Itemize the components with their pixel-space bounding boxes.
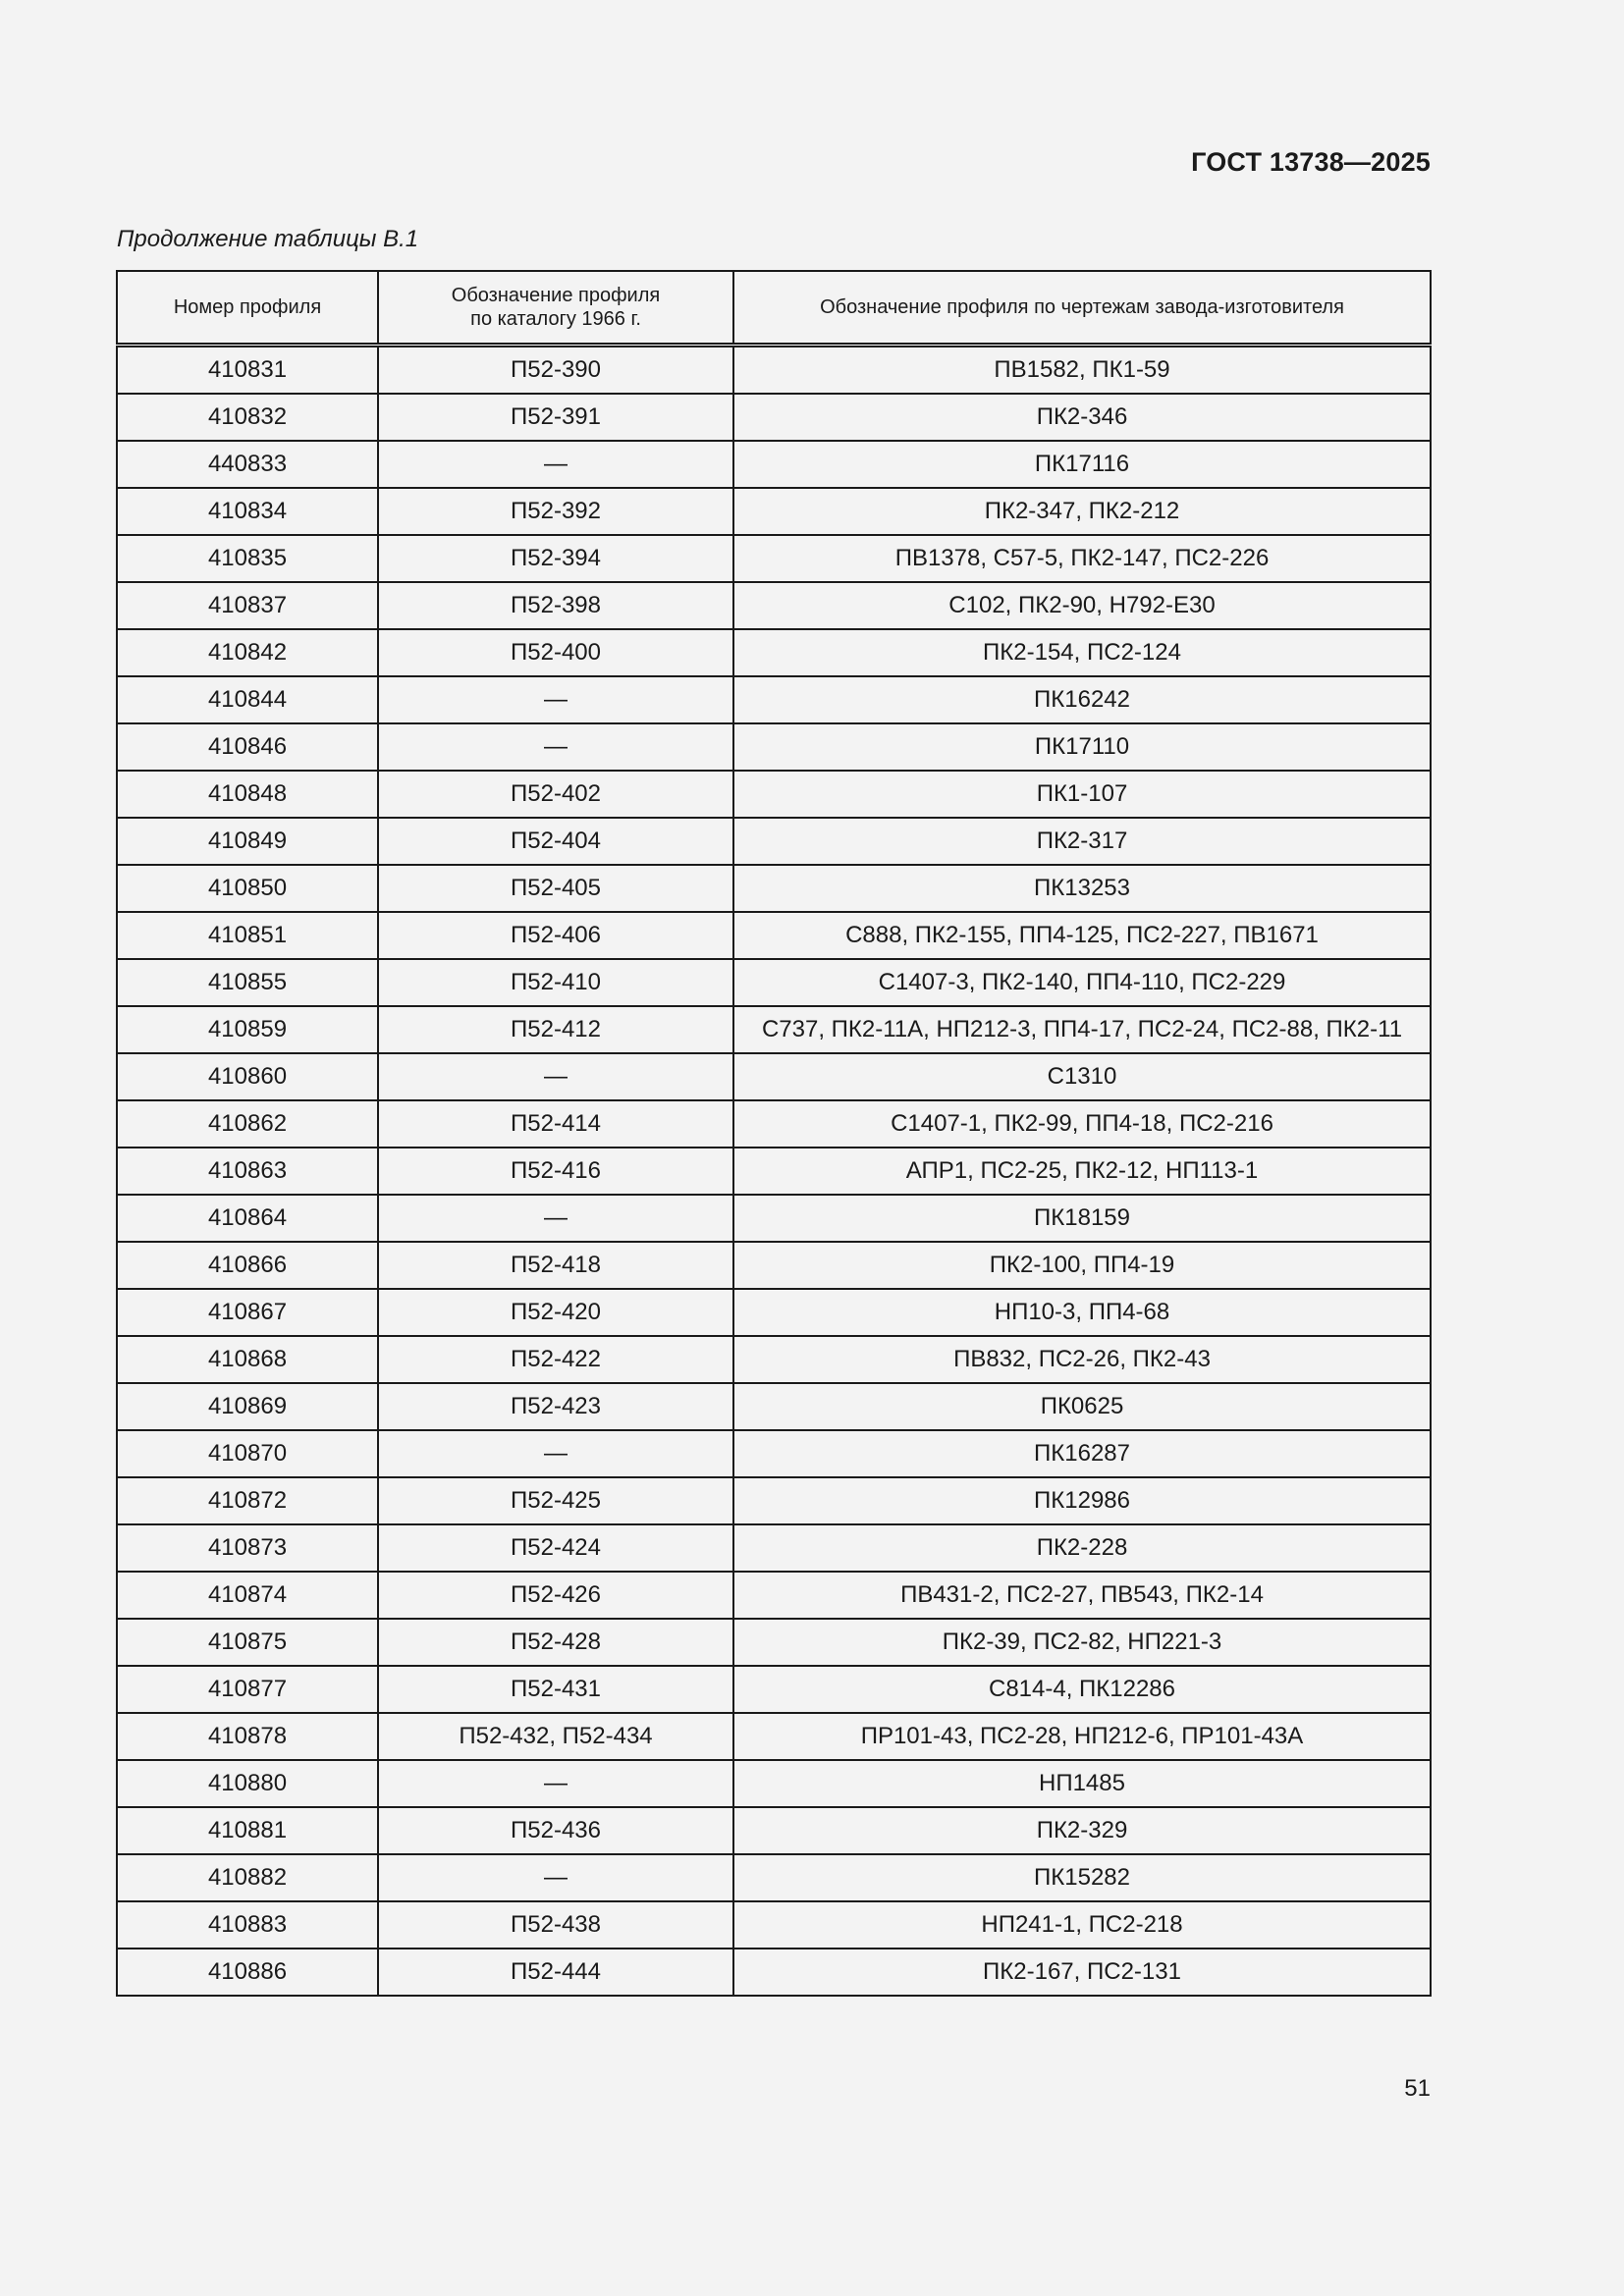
table-row	[117, 676, 1431, 723]
table-row	[117, 535, 1431, 582]
table-row	[117, 1901, 1431, 1949]
cell-catalog-1966: П52-438	[378, 1901, 733, 1949]
cell-profile-number: 410886	[117, 1949, 378, 1996]
cell-manufacturer-designation: НП241-1, ПС2-218	[733, 1901, 1431, 1949]
cell-catalog-1966: П52-422	[378, 1336, 733, 1383]
cell-profile-number: 410831	[117, 346, 378, 395]
cell-profile-number: 410875	[117, 1619, 378, 1666]
cell-profile-number: 410834	[117, 488, 378, 535]
cell-profile-number: 410832	[117, 394, 378, 441]
cell-catalog-1966: П52-444	[378, 1949, 733, 1996]
table-row	[117, 1148, 1431, 1195]
table-row	[117, 912, 1431, 959]
document-code: ГОСТ 13738—2025	[1191, 147, 1431, 177]
table-row	[117, 1383, 1431, 1430]
cell-catalog-1966: —	[378, 1854, 733, 1901]
cell-manufacturer-designation: С814-4, ПК12286	[733, 1666, 1431, 1713]
cell-profile-number: 410844	[117, 676, 378, 723]
cell-profile-number: 410877	[117, 1666, 378, 1713]
cell-profile-number: 440833	[117, 441, 378, 488]
cell-catalog-1966: П52-428	[378, 1619, 733, 1666]
cell-manufacturer-designation: АПР1, ПС2-25, ПК2-12, НП113-1	[733, 1148, 1431, 1195]
table-row	[117, 1666, 1431, 1713]
profile-table	[116, 270, 1432, 1997]
table-row	[117, 1572, 1431, 1619]
table-row	[117, 1053, 1431, 1100]
cell-profile-number: 410882	[117, 1854, 378, 1901]
cell-catalog-1966: П52-404	[378, 818, 733, 865]
cell-profile-number: 410874	[117, 1572, 378, 1619]
table-row	[117, 818, 1431, 865]
cell-manufacturer-designation: С888, ПК2-155, ПП4-125, ПС2-227, ПВ1671	[733, 912, 1431, 959]
table-row	[117, 1854, 1431, 1901]
cell-catalog-1966: П52-431	[378, 1666, 733, 1713]
cell-manufacturer-designation: С1407-1, ПК2-99, ПП4-18, ПС2-216	[733, 1100, 1431, 1148]
cell-catalog-1966: П52-405	[378, 865, 733, 912]
cell-manufacturer-designation: ПК12986	[733, 1477, 1431, 1524]
table-row	[117, 1195, 1431, 1242]
cell-catalog-1966: П52-410	[378, 959, 733, 1006]
table-row	[117, 441, 1431, 488]
cell-catalog-1966: П52-394	[378, 535, 733, 582]
cell-manufacturer-designation: С102, ПК2-90, Н792-Е30	[733, 582, 1431, 629]
cell-catalog-1966: П52-416	[378, 1148, 733, 1195]
cell-catalog-1966: П52-436	[378, 1807, 733, 1854]
table-row	[117, 959, 1431, 1006]
cell-manufacturer-designation: НП1485	[733, 1760, 1431, 1807]
cell-catalog-1966: —	[378, 1760, 733, 1807]
cell-manufacturer-designation: ПК2-329	[733, 1807, 1431, 1854]
cell-profile-number: 410849	[117, 818, 378, 865]
table-row	[117, 1430, 1431, 1477]
cell-profile-number: 410869	[117, 1383, 378, 1430]
table-row	[117, 1619, 1431, 1666]
cell-profile-number: 410855	[117, 959, 378, 1006]
column-header-profile-number: Номер профиля	[117, 271, 378, 346]
cell-catalog-1966: П52-424	[378, 1524, 733, 1572]
cell-manufacturer-designation: ПК15282	[733, 1854, 1431, 1901]
cell-catalog-1966: —	[378, 1195, 733, 1242]
cell-manufacturer-designation: ПР101-43, ПС2-28, НП212-6, ПР101-43А	[733, 1713, 1431, 1760]
cell-catalog-1966: П52-426	[378, 1572, 733, 1619]
table-row	[117, 1760, 1431, 1807]
cell-manufacturer-designation: ПВ1378, С57-5, ПК2-147, ПС2-226	[733, 535, 1431, 582]
table-row	[117, 1006, 1431, 1053]
cell-catalog-1966: П52-414	[378, 1100, 733, 1148]
cell-catalog-1966: П52-400	[378, 629, 733, 676]
cell-manufacturer-designation: ПК2-228	[733, 1524, 1431, 1572]
cell-manufacturer-designation: ПК17110	[733, 723, 1431, 771]
table-row	[117, 582, 1431, 629]
page-number: 51	[1404, 2075, 1431, 2102]
cell-manufacturer-designation: С1310	[733, 1053, 1431, 1100]
cell-profile-number: 410860	[117, 1053, 378, 1100]
cell-catalog-1966: П52-420	[378, 1289, 733, 1336]
table-row	[117, 1242, 1431, 1289]
cell-catalog-1966: П52-432, П52-434	[378, 1713, 733, 1760]
table-header-row	[117, 271, 1431, 346]
cell-manufacturer-designation: ПК1-107	[733, 771, 1431, 818]
cell-profile-number: 410842	[117, 629, 378, 676]
table-row	[117, 629, 1431, 676]
cell-profile-number: 410872	[117, 1477, 378, 1524]
cell-catalog-1966: П52-402	[378, 771, 733, 818]
cell-profile-number: 410873	[117, 1524, 378, 1572]
cell-manufacturer-designation: ПВ832, ПС2-26, ПК2-43	[733, 1336, 1431, 1383]
table-row	[117, 1100, 1431, 1148]
cell-manufacturer-designation: ПК2-39, ПС2-82, НП221-3	[733, 1619, 1431, 1666]
cell-profile-number: 410837	[117, 582, 378, 629]
cell-catalog-1966: П52-392	[378, 488, 733, 535]
column-header-catalog-1966: Обозначение профиля по каталогу 1966 г.	[378, 271, 733, 346]
cell-manufacturer-designation: ПК2-347, ПК2-212	[733, 488, 1431, 535]
cell-profile-number: 410883	[117, 1901, 378, 1949]
table-row	[117, 1949, 1431, 1996]
cell-profile-number: 410863	[117, 1148, 378, 1195]
cell-profile-number: 410880	[117, 1760, 378, 1807]
cell-manufacturer-designation: ПК2-154, ПС2-124	[733, 629, 1431, 676]
cell-catalog-1966: —	[378, 441, 733, 488]
table-continuation-caption: Продолжение таблицы В.1	[117, 226, 419, 252]
cell-manufacturer-designation: ПК2-167, ПС2-131	[733, 1949, 1431, 1996]
cell-manufacturer-designation: ПК0625	[733, 1383, 1431, 1430]
table-row	[117, 865, 1431, 912]
cell-manufacturer-designation: С737, ПК2-11А, НП212-3, ПП4-17, ПС2-24, ПС2-88, ПК2-11	[733, 1006, 1431, 1053]
cell-profile-number: 410878	[117, 1713, 378, 1760]
table-row	[117, 1336, 1431, 1383]
cell-catalog-1966: П52-423	[378, 1383, 733, 1430]
cell-catalog-1966: П52-406	[378, 912, 733, 959]
table-row	[117, 771, 1431, 818]
cell-manufacturer-designation: ПК2-317	[733, 818, 1431, 865]
cell-profile-number: 410864	[117, 1195, 378, 1242]
cell-catalog-1966: —	[378, 1053, 733, 1100]
cell-profile-number: 410835	[117, 535, 378, 582]
cell-catalog-1966: П52-390	[378, 346, 733, 395]
cell-profile-number: 410850	[117, 865, 378, 912]
cell-manufacturer-designation: ПК2-100, ПП4-19	[733, 1242, 1431, 1289]
cell-catalog-1966: П52-398	[378, 582, 733, 629]
table-row	[117, 1289, 1431, 1336]
cell-profile-number: 410866	[117, 1242, 378, 1289]
cell-manufacturer-designation: ПК16287	[733, 1430, 1431, 1477]
cell-manufacturer-designation: ПК13253	[733, 865, 1431, 912]
cell-profile-number: 410868	[117, 1336, 378, 1383]
cell-catalog-1966: П52-391	[378, 394, 733, 441]
cell-profile-number: 410848	[117, 771, 378, 818]
cell-profile-number: 410851	[117, 912, 378, 959]
cell-catalog-1966: —	[378, 676, 733, 723]
column-header-manufacturer-designation: Обозначение профиля по чертежам завода-изготовителя	[733, 271, 1431, 346]
cell-catalog-1966: —	[378, 1430, 733, 1477]
cell-profile-number: 410870	[117, 1430, 378, 1477]
cell-manufacturer-designation: ПВ1582, ПК1-59	[733, 346, 1431, 395]
table-row	[117, 723, 1431, 771]
table-row	[117, 346, 1431, 395]
table-row	[117, 1807, 1431, 1854]
cell-catalog-1966: П52-425	[378, 1477, 733, 1524]
table-row	[117, 488, 1431, 535]
cell-manufacturer-designation: С1407-3, ПК2-140, ПП4-110, ПС2-229	[733, 959, 1431, 1006]
cell-manufacturer-designation: ПК2-346	[733, 394, 1431, 441]
cell-profile-number: 410859	[117, 1006, 378, 1053]
cell-profile-number: 410867	[117, 1289, 378, 1336]
cell-manufacturer-designation: ПВ431-2, ПС2-27, ПВ543, ПК2-14	[733, 1572, 1431, 1619]
cell-profile-number: 410862	[117, 1100, 378, 1148]
cell-catalog-1966: П52-412	[378, 1006, 733, 1053]
cell-profile-number: 410846	[117, 723, 378, 771]
cell-catalog-1966: —	[378, 723, 733, 771]
cell-manufacturer-designation: ПК18159	[733, 1195, 1431, 1242]
cell-profile-number: 410881	[117, 1807, 378, 1854]
cell-manufacturer-designation: НП10-3, ПП4-68	[733, 1289, 1431, 1336]
table-row	[117, 1477, 1431, 1524]
cell-catalog-1966: П52-418	[378, 1242, 733, 1289]
table-row	[117, 1713, 1431, 1760]
table-body	[117, 346, 1431, 1997]
table-row	[117, 394, 1431, 441]
cell-manufacturer-designation: ПК17116	[733, 441, 1431, 488]
cell-manufacturer-designation: ПК16242	[733, 676, 1431, 723]
table-row	[117, 1524, 1431, 1572]
